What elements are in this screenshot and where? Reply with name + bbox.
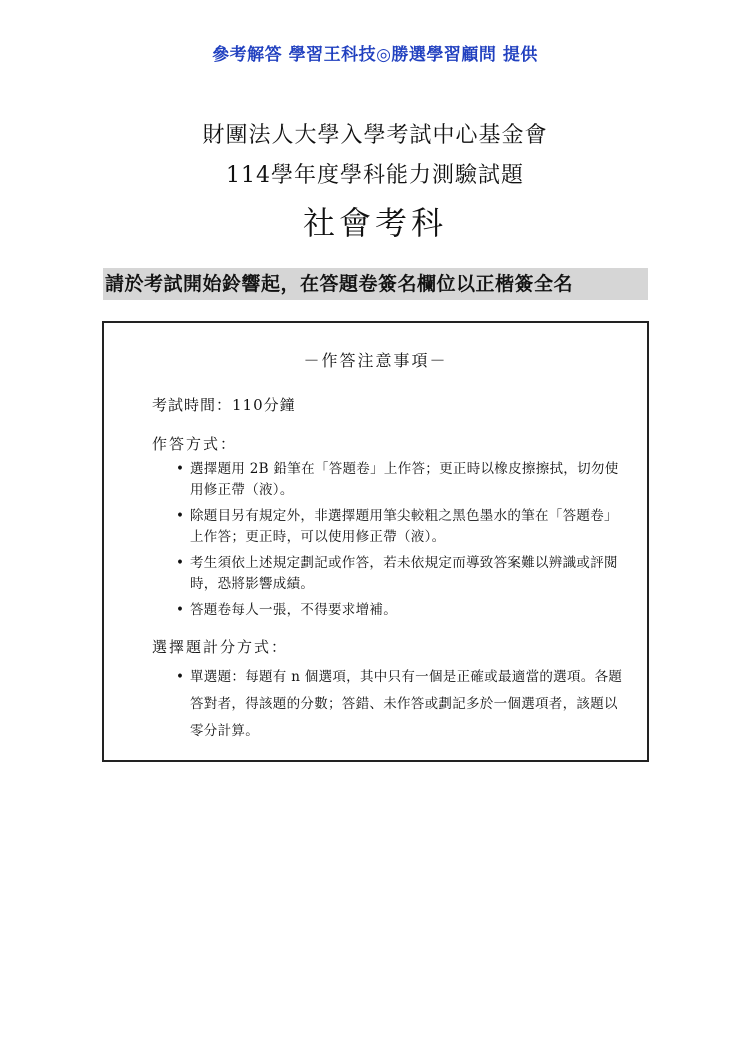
list-item-text: 考生須依上述規定劃記或作答，若未依規定而導致答案難以辨識或評閱時，恐將影響成績。 <box>190 555 618 592</box>
notice-heading: －作答注意事項－ <box>303 351 448 370</box>
answer-provider-credit: 參考解答 學習王科技◎勝選學習顧問 提供 <box>212 45 538 65</box>
bullet-icon: • <box>176 508 185 524</box>
subject-title: 社會考科 <box>302 204 447 242</box>
list-item <box>176 664 626 745</box>
bullet-icon: • <box>176 555 185 571</box>
organization-title: 財團法人大學入學考試中心基金會 <box>202 123 548 148</box>
scoring-method-list <box>176 664 626 750</box>
signature-instruction-banner: 請於考試開始鈴響起，在答題卷簽名欄位以正楷簽全名 <box>103 268 648 300</box>
answer-method-list <box>176 459 626 626</box>
answering-notice-box <box>102 321 649 762</box>
exam-duration: 考試時間：110分鐘 <box>152 396 296 414</box>
list-item <box>176 506 626 548</box>
list-item-text: 除題目另有規定外，非選擇題用筆尖較粗之黑色墨水的筆在「答題卷」上作答；更正時，可以使用修正帶（液）。 <box>190 508 618 545</box>
bullet-icon: • <box>176 461 185 477</box>
answer-method-title: 作答方式： <box>152 435 238 453</box>
scoring-method-title: 選擇題計分方式： <box>152 638 289 656</box>
list-item-text: 答題卷每人一張，不得要求增補。 <box>190 602 397 618</box>
list-item <box>176 553 626 595</box>
list-item-text: 選擇題用 2B 鉛筆在「答題卷」上作答；更正時以橡皮擦擦拭，切勿使用修正帶（液）。 <box>190 461 619 498</box>
bullet-icon: • <box>176 602 185 618</box>
list-item <box>176 600 626 621</box>
exam-title: 114學年度學科能力測驗試題 <box>226 163 524 188</box>
list-item <box>176 459 626 501</box>
bullet-icon: • <box>176 669 185 685</box>
list-item-text: 單選題：每題有 n 個選項，其中只有一個是正確或最適當的選項。各題答對者，得該題的分數；答錯、未作答或劃記多於一個選項者，該題以零分計算。 <box>190 669 623 739</box>
